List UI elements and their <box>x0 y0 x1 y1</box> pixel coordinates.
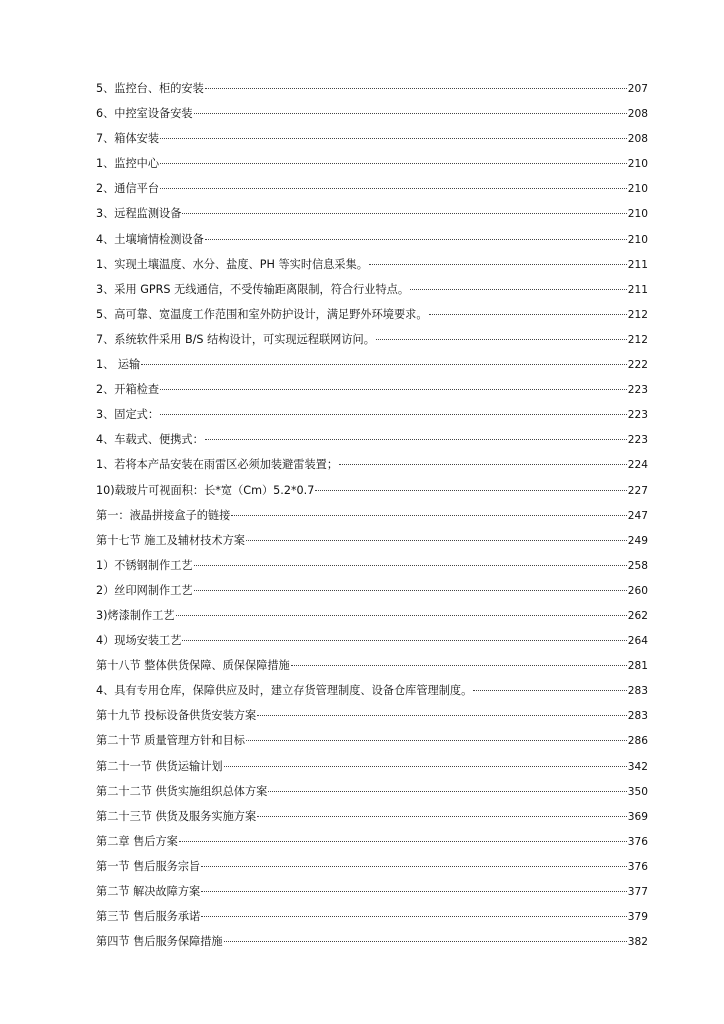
toc-entry[interactable] <box>96 302 648 327</box>
toc-entry-title: 1、实现土壤温度、水分、盐度、PH 等实时信息采集。 <box>96 257 368 271</box>
toc-entry[interactable] <box>96 227 648 252</box>
toc-dot-leader <box>268 791 626 792</box>
toc-dot-leader <box>291 665 627 666</box>
toc-dot-leader <box>182 640 626 641</box>
toc-dot-leader <box>473 690 626 691</box>
toc-entry-title: 第三节 售后服务承诺 <box>96 910 201 924</box>
toc-dot-leader <box>257 715 627 716</box>
toc-dot-leader <box>246 740 627 741</box>
toc-dot-leader <box>231 515 627 516</box>
toc-entry-title: 第十七节 施工及辅材技术方案 <box>96 533 245 547</box>
toc-dot-leader <box>201 891 627 892</box>
toc-entry-page-number: 210 <box>627 208 648 221</box>
toc-entry-page-number: 224 <box>627 459 648 472</box>
toc-entry-title: 5、监控台、柜的安装 <box>96 82 204 95</box>
toc-entry[interactable] <box>96 779 648 804</box>
toc-entry-page-number: 382 <box>627 936 648 949</box>
toc-entry-title: 第二十三节 供货及服务实施方案 <box>96 809 257 823</box>
toc-entry-page-number: 258 <box>627 559 648 572</box>
toc-dot-leader <box>141 364 627 365</box>
toc-entry[interactable] <box>96 728 648 753</box>
toc-entry[interactable] <box>96 478 648 503</box>
toc-entry-title: 1）不锈钢制作工艺 <box>96 558 193 572</box>
toc-entry-title: 第二节 解决故障方案 <box>96 885 201 898</box>
toc-entry[interactable] <box>96 327 648 352</box>
toc-entry[interactable] <box>96 703 648 728</box>
toc-entry[interactable] <box>96 578 648 603</box>
toc-entry-title: 3、远程监测设备 <box>96 207 182 221</box>
toc-entry-title: 2、开箱检查 <box>96 383 160 397</box>
toc-entry[interactable] <box>96 804 648 829</box>
toc-entry-page-number: 249 <box>627 534 648 547</box>
toc-entry-page-number: 227 <box>627 484 648 497</box>
toc-entry-page-number: 376 <box>627 835 648 848</box>
toc-entry-title: 3、采用 GPRS 无线通信，不受传输距离限制，符合行业特点。 <box>96 282 410 296</box>
toc-entry-title: 3)烤漆制作工艺 <box>96 608 175 622</box>
toc-entry-page-number: 281 <box>627 660 648 673</box>
toc-dot-leader <box>339 464 627 465</box>
toc-entry[interactable] <box>96 352 648 377</box>
toc-entry[interactable] <box>96 904 648 929</box>
toc-dot-leader <box>176 615 627 616</box>
toc-entry-title: 第一：液晶拼接盒子的链接 <box>96 508 231 522</box>
toc-dot-leader <box>429 314 627 315</box>
toc-dot-leader <box>205 439 627 440</box>
toc-entry-page-number: 377 <box>627 886 648 898</box>
toc-entry-page-number: 212 <box>627 333 648 346</box>
toc-entry-page-number: 376 <box>627 860 648 873</box>
toc-entry-title: 第十九节 投标设备供货安装方案 <box>96 709 257 723</box>
toc-entry[interactable] <box>96 377 648 402</box>
toc-entry-page-number: 223 <box>627 409 648 422</box>
toc-entry-page-number: 262 <box>627 609 648 622</box>
toc-dot-leader <box>246 540 627 541</box>
toc-entry[interactable] <box>96 402 648 427</box>
toc-entry[interactable] <box>96 101 648 126</box>
toc-entry[interactable] <box>96 603 648 628</box>
toc-entry-title: 1、 运输 <box>96 358 141 372</box>
toc-entry-title: 第二十二节 供货实施组织总体方案 <box>96 784 268 798</box>
toc-entry[interactable] <box>96 176 648 201</box>
toc-dot-leader <box>160 414 627 415</box>
toc-entry[interactable] <box>96 929 648 954</box>
toc-entry[interactable] <box>96 854 648 879</box>
toc-dot-leader <box>201 916 627 917</box>
toc-entry[interactable] <box>96 879 648 904</box>
toc-entry[interactable] <box>96 452 648 477</box>
toc-entry-page-number: 379 <box>627 911 648 924</box>
toc-dot-leader <box>194 113 627 114</box>
toc-dot-leader <box>160 163 627 164</box>
toc-entry-title: 第十八节 整体供货保障、质保保障措施 <box>96 659 290 673</box>
toc-entry[interactable] <box>96 829 648 854</box>
toc-entry[interactable] <box>96 126 648 151</box>
table-of-contents <box>96 76 648 954</box>
toc-entry-page-number: 208 <box>627 133 648 146</box>
toc-entry[interactable] <box>96 252 648 277</box>
toc-entry-title: 7、箱体安装 <box>96 132 160 146</box>
toc-entry-title: 第二章 售后方案 <box>96 834 178 848</box>
toc-entry-title: 第二十节 质量管理方针和目标 <box>96 734 245 748</box>
toc-entry-title: 2、通信平台 <box>96 182 160 196</box>
toc-entry[interactable] <box>96 427 648 452</box>
toc-entry-page-number: 286 <box>627 735 648 748</box>
toc-dot-leader <box>369 264 627 265</box>
toc-entry-page-number: 212 <box>627 308 648 321</box>
toc-entry-page-number: 210 <box>627 183 648 196</box>
toc-entry[interactable] <box>96 277 648 302</box>
toc-dot-leader <box>160 188 627 189</box>
toc-entry[interactable] <box>96 151 648 176</box>
toc-entry-title: 第二十一节 供货运输计划 <box>96 759 223 773</box>
toc-entry-page-number: 260 <box>627 584 648 597</box>
toc-entry-page-number: 210 <box>627 158 648 171</box>
toc-entry-title: 1、监控中心 <box>96 157 160 171</box>
toc-entry[interactable] <box>96 754 648 779</box>
toc-entry-title: 7、系统软件采用 B/S 结构设计，可实现远程联网访问。 <box>96 332 375 346</box>
toc-dot-leader <box>194 590 627 591</box>
toc-entry-page-number: 211 <box>627 258 648 271</box>
toc-entry-page-number: 222 <box>627 359 648 372</box>
toc-entry-title: 3、固定式： <box>96 408 160 422</box>
toc-entry-title: 1、若将本产品安装在雨雷区必须加装避雷装置； <box>96 458 339 472</box>
toc-dot-leader <box>182 213 626 214</box>
toc-dot-leader <box>194 565 627 566</box>
toc-entry-title: 4、车载式、便携式： <box>96 433 204 447</box>
toc-entry-title: 4、具有专用仓库，保障供应及时，建立存货管理制度、设备仓库管理制度。 <box>96 684 473 698</box>
toc-entry[interactable] <box>96 628 648 653</box>
toc-entry-page-number: 210 <box>627 233 648 246</box>
toc-entry-title: 4）现场安装工艺 <box>96 634 182 648</box>
toc-entry-title: 5、高可靠、宽温度工作范围和室外防护设计，满足野外环境要求。 <box>96 307 428 321</box>
toc-dot-leader <box>224 941 627 942</box>
toc-dot-leader <box>376 339 627 340</box>
toc-dot-leader <box>257 816 627 817</box>
toc-entry-page-number: 264 <box>627 635 648 648</box>
toc-entry-page-number: 283 <box>627 685 648 698</box>
toc-entry-page-number: 211 <box>627 283 648 296</box>
toc-entry[interactable] <box>96 678 648 703</box>
toc-dot-leader <box>201 866 627 867</box>
toc-entry[interactable] <box>96 653 648 678</box>
toc-entry-title: 第一节 售后服务宗旨 <box>96 859 201 873</box>
toc-entry-title: 10)载玻片可视面积：长*宽（Cm）5.2*0.7 <box>96 483 315 497</box>
toc-entry[interactable] <box>96 76 648 101</box>
toc-entry[interactable] <box>96 201 648 226</box>
toc-entry[interactable] <box>96 553 648 578</box>
toc-entry[interactable] <box>96 503 648 528</box>
toc-entry-page-number: 223 <box>627 384 648 397</box>
toc-entry-page-number: 247 <box>627 509 648 522</box>
toc-dot-leader <box>205 239 627 240</box>
toc-entry[interactable] <box>96 528 648 553</box>
toc-entry-page-number: 207 <box>627 83 648 95</box>
toc-dot-leader <box>205 88 627 89</box>
toc-entry-title: 4、土壤墒情检测设备 <box>96 232 204 246</box>
toc-entry-page-number: 208 <box>627 108 648 121</box>
toc-entry-title: 2）丝印网制作工艺 <box>96 583 193 597</box>
toc-entry-title: 第四节 售后服务保障措施 <box>96 935 223 949</box>
toc-dot-leader <box>179 841 627 842</box>
toc-entry-page-number: 283 <box>627 710 648 723</box>
toc-entry-page-number: 369 <box>627 810 648 823</box>
toc-entry-page-number: 342 <box>627 760 648 773</box>
toc-dot-leader <box>224 766 627 767</box>
toc-entry-title: 6、中控室设备安装 <box>96 107 193 121</box>
toc-dot-leader <box>410 289 627 290</box>
toc-dot-leader <box>315 490 626 491</box>
toc-dot-leader <box>160 389 627 390</box>
toc-entry-page-number: 223 <box>627 434 648 447</box>
toc-entry-page-number: 350 <box>627 785 648 798</box>
toc-dot-leader <box>160 138 627 139</box>
